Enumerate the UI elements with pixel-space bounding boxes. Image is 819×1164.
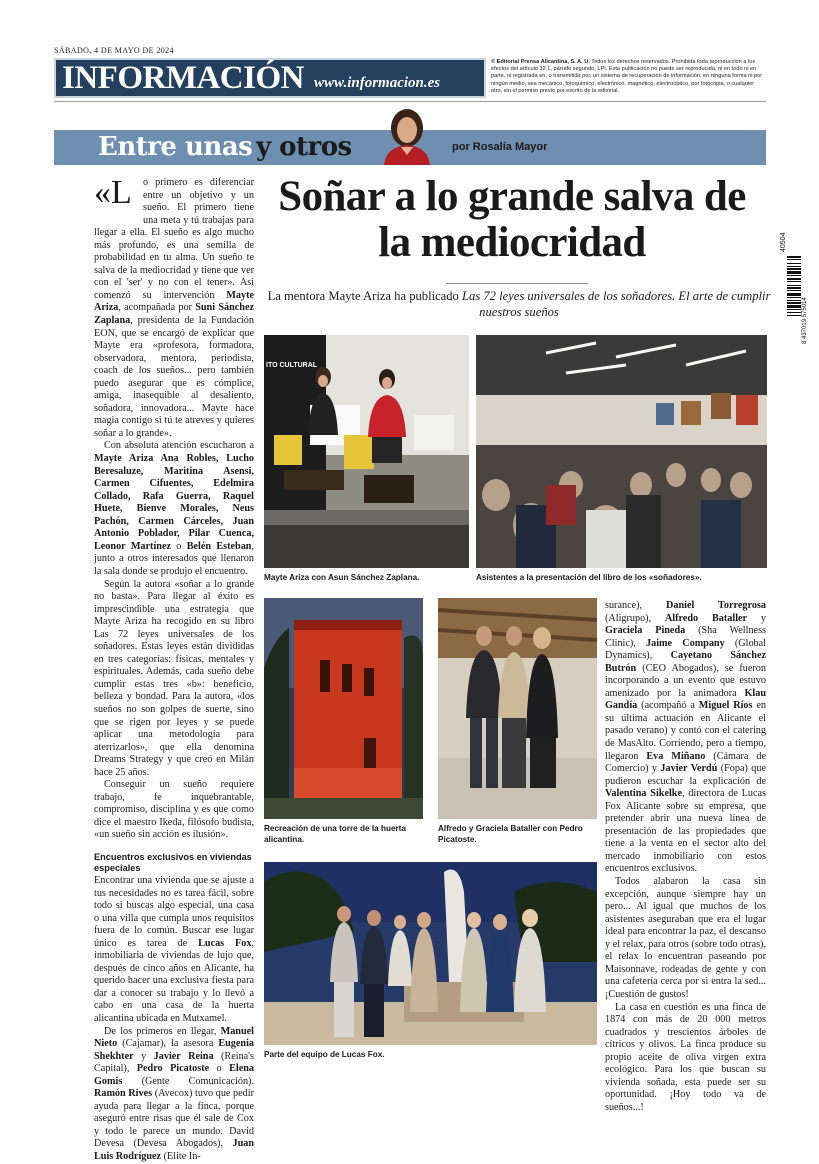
paragraph-6: De los primeros en llegar, Manuel Nieto (Cajamar), la asesora Eugenia Shekhter y Javier Reina (Reina's Capital), Pedro Picatoste o Elena Gomis (Gente Comunicación). Ramón Rives (Avecox) tuvo que pedir ayuda para llegar a la finca, porque aseguró entre risas que él sale de Cox y todo le parece un mundo. David Devesa (Devesa Abogados), Juan Luis Rodríguez (Elite In-: [94, 1025, 254, 1163]
barcode-bar: [787, 278, 801, 280]
headline: Soñar a lo grande salva de la mediocridad: [278, 173, 746, 266]
barcode-bar: [787, 281, 801, 282]
barcode-bar: [787, 271, 801, 274]
barcode-bar: [787, 305, 801, 308]
header-rule: [54, 101, 766, 102]
newspaper-logo: INFORMACIÓN: [62, 59, 304, 96]
dateline: SÁBADO, 4 DE MAYO DE 2024: [54, 46, 174, 55]
barcode-bar: [787, 263, 801, 264]
barcode-bar: [787, 309, 801, 310]
author-byline: por Rosalía Mayor: [452, 141, 548, 153]
barcode: [777, 224, 807, 344]
section-title-part1: Entre unas: [98, 132, 253, 162]
article-column-1: [94, 174, 255, 1164]
paragraph-5: Encontrar una vivienda que se ajuste a tus necesidades no es tarea fácil, sobre todo si buscas algo especial, una casa o una villa que cumpla unos requisitos fuera de lo común. Buscar ese lugar único es tarea de Lucas Fox, inmobiliaria de viviendas de lujo que, después de cinco años en Alicante, ha querido hacer una exclusiva fiesta para dar a conocer su trabajo y lo llevó a cabo en una casa de la huerta alicantina ubicada en Mutxamel.: [94, 874, 255, 1024]
paragraph-9: La casa en cuestión es una finca de 1874 con más de 20 000 metros cuadrados y trescientos árboles de cítricos y olivos. La finca produce su propio aceite de oliva virgen extra ecológico. Para los que buscan su vivienda soñada, esta puede ser su oportunidad. ¡Hoy todo va de sueños...!: [605, 1001, 766, 1113]
barcode-bar: [787, 290, 801, 291]
headline-rule: [446, 283, 588, 284]
barcode-bar: [787, 256, 801, 258]
subhead: Encuentros exclusivos en viviendas especiales: [94, 851, 252, 874]
barcode-bar: [787, 266, 801, 267]
paragraph-7: surance), Daniel Torregrosa (Aligrupo), Alfredo Bataller y Graciela Pineda (Sha Wellness Clinic), Jaime Company (Global Dynamics), Cayetano Sánchez Butrón (CEO Abogados), se fueron incorporando a un evento que estuvo amenizado por la animadora Klau Gandía (acompañó a Miguel Ríos en su última actuación en Alicante el pasado verano) y contó con el catering de MasAlto. Corriendo, pero a tiempo, llegaron Eva Miñano (Cámara de Comercio) y Javier Verdú (Fopa) que pudieron escuchar la explicación de Valentina Sikelke, directora de Lucas Fox Alicante sobre su empresa, que pretender abrir una nueva línea de presentación de las propiedades que tiene a la venta en el sector alto del mercado inmobiliario con estos encuentros exclusivos.: [605, 600, 767, 875]
photo-team: [264, 862, 597, 1045]
barcode-bar: [787, 268, 801, 270]
paragraph-1: o primero es diferenciar entre un objetivo y un sueño. El primero tiene una meta y tú trabajas para llegar a ella. El sueño es algo mucho más profundo, es una semilla de probabilidad en tu alma. Un sueño te salva de la mediocridad y tiene que ver con el 'ser' y no con el tener». Así comenzó su intervención Mayte Ariza, acompañada por Suni Sánchez Zaplana, presidenta de la Fundación EON, que se encargó de explicar que Mayte era «profesora, formadora, observadora, mentora, periodista, coach de los sueños... pero también puedo asegurar que es cómplice, amiga, inasequible al desaliento, soñadora, innovadora... Mayte hace magia contigo si tú te atreves y quieres soñar a lo grande».: [94, 177, 254, 439]
barcode-bar: [787, 300, 801, 301]
barcode-bar: [787, 285, 801, 286]
photo-stage: [264, 335, 469, 568]
paragraph-8: Todos alabaron la casa sin excepción, aunque siempre hay un pero... Al igual que muchos de los asistentes aseguraban que era el lugar ideal para encontrar la paz, el descanso y el relax, para otros (sobre todo otras), el relax lo encuentran paseando por Maisonnave, rodeadas de gente y con una cafetería cerca por si entra la sed... ¡Cuestión de gustos!: [605, 876, 766, 1000]
barcode-number-top: 40504: [780, 232, 787, 252]
barcode-bar: [787, 302, 801, 304]
caption-stage: Mayte Ariza con Asun Sánchez Zaplana.: [264, 573, 420, 582]
drop-cap: «L: [94, 174, 132, 211]
copyright-notice: [491, 59, 763, 95]
barcode-number-bottom: 8 437019 575014: [802, 297, 808, 344]
deck: La mentora Mayte Ariza ha publicado Las 72 leyes universales de los soñadores. El arte de cumplir nuestros sueños: [267, 289, 771, 319]
barcode-bar: [787, 312, 801, 313]
section-title-part2: y otros: [256, 132, 352, 162]
barcode-bar: [787, 275, 801, 276]
caption-team: Parte del equipo de Lucas Fox.: [264, 1050, 385, 1059]
barcode-bar: [787, 287, 801, 289]
photo-tower: [264, 598, 423, 819]
photo-audience: [476, 335, 767, 568]
stage-sign-text: ITO CULTURAL: [266, 362, 318, 369]
barcode-bar: [787, 315, 801, 316]
barcode-bar: [787, 293, 801, 296]
article-column-3: [605, 600, 766, 1114]
copyright-owner: © Editorial Prensa Alicantina, S. A. U.: [491, 59, 590, 65]
copyright-text: Todos los derechos reservados. Prohibida toda reproducción a los efectos del artículo 32.1, párrafo segundo, LPI. Esta publicación no puede ser reproducida, ni en todo ni en parte, ni registrada en, o transmitida por, un sistema de recuperación de información, en ninguna forma ni por ningún medio, sea mecánico, fotoquímico, electrónico, magnético, electroóptico, por fotocopia, o cualquier otro, sin el permiso previo por escrito de la editorial.: [491, 59, 763, 94]
paragraph-4: Conseguir un sueño requiere trabajo, fe inquebrantable, compromiso, disciplina y es que como dice el maestro Ikeda, filósofo budista, «un sueño sin acción es ilusión».: [94, 779, 254, 841]
caption-three-people: Alfredo y Graciela Bataller con Pedro Picatoste.: [438, 824, 583, 844]
caption-tower: Recreación de una torre de la huerta alicantina.: [264, 824, 406, 844]
paragraph-3: Según la autora «soñar a lo grande no basta». Para llegar al éxito es imprescindible una estrategia que Mayte Ariza ha recogido en su libro Las 72 leyes universales de los soñadores. Estas leyes están divididas en tres categorías: físicas, mentales y espirituales. Además, cada sueño debe cumplir estas tres «b»: beneficio, belleza y bondad. Para la autora, «los sueños no son golpes de suerte, sino que se rigen por leyes y se puede aplicar una metodología para aterrizarlos», que ella denomina Dreams Strategy y que creó en Milán hace 25 años.: [94, 578, 254, 778]
newspaper-url[interactable]: www.informacion.es: [313, 74, 441, 91]
barcode-bar: [787, 297, 801, 298]
barcode-bar: [787, 259, 801, 260]
photo-three-people: [438, 598, 597, 819]
caption-audience: Asistentes a la presentación del libro de los «soñadores».: [476, 573, 702, 582]
paragraph-2: Con absoluta atención escucharon a Mayte Ariza Ana Robles, Lucho Beresaluze, Maritina Asensi, Carmen Cifuentes, Edelmira Collado, Rafa Guerra, Raquel Huete, Bienve Morales, Neus Pachón, Carmen Cárceles, Juan Antonio Poblador, Pilar Cuenca, Leonor Martínez o Belén Esteban, junto a otros interesados que llenaron la sala donde se produjo el encuentro.: [94, 440, 254, 577]
author-photo: [376, 103, 438, 165]
masthead: [54, 58, 486, 98]
